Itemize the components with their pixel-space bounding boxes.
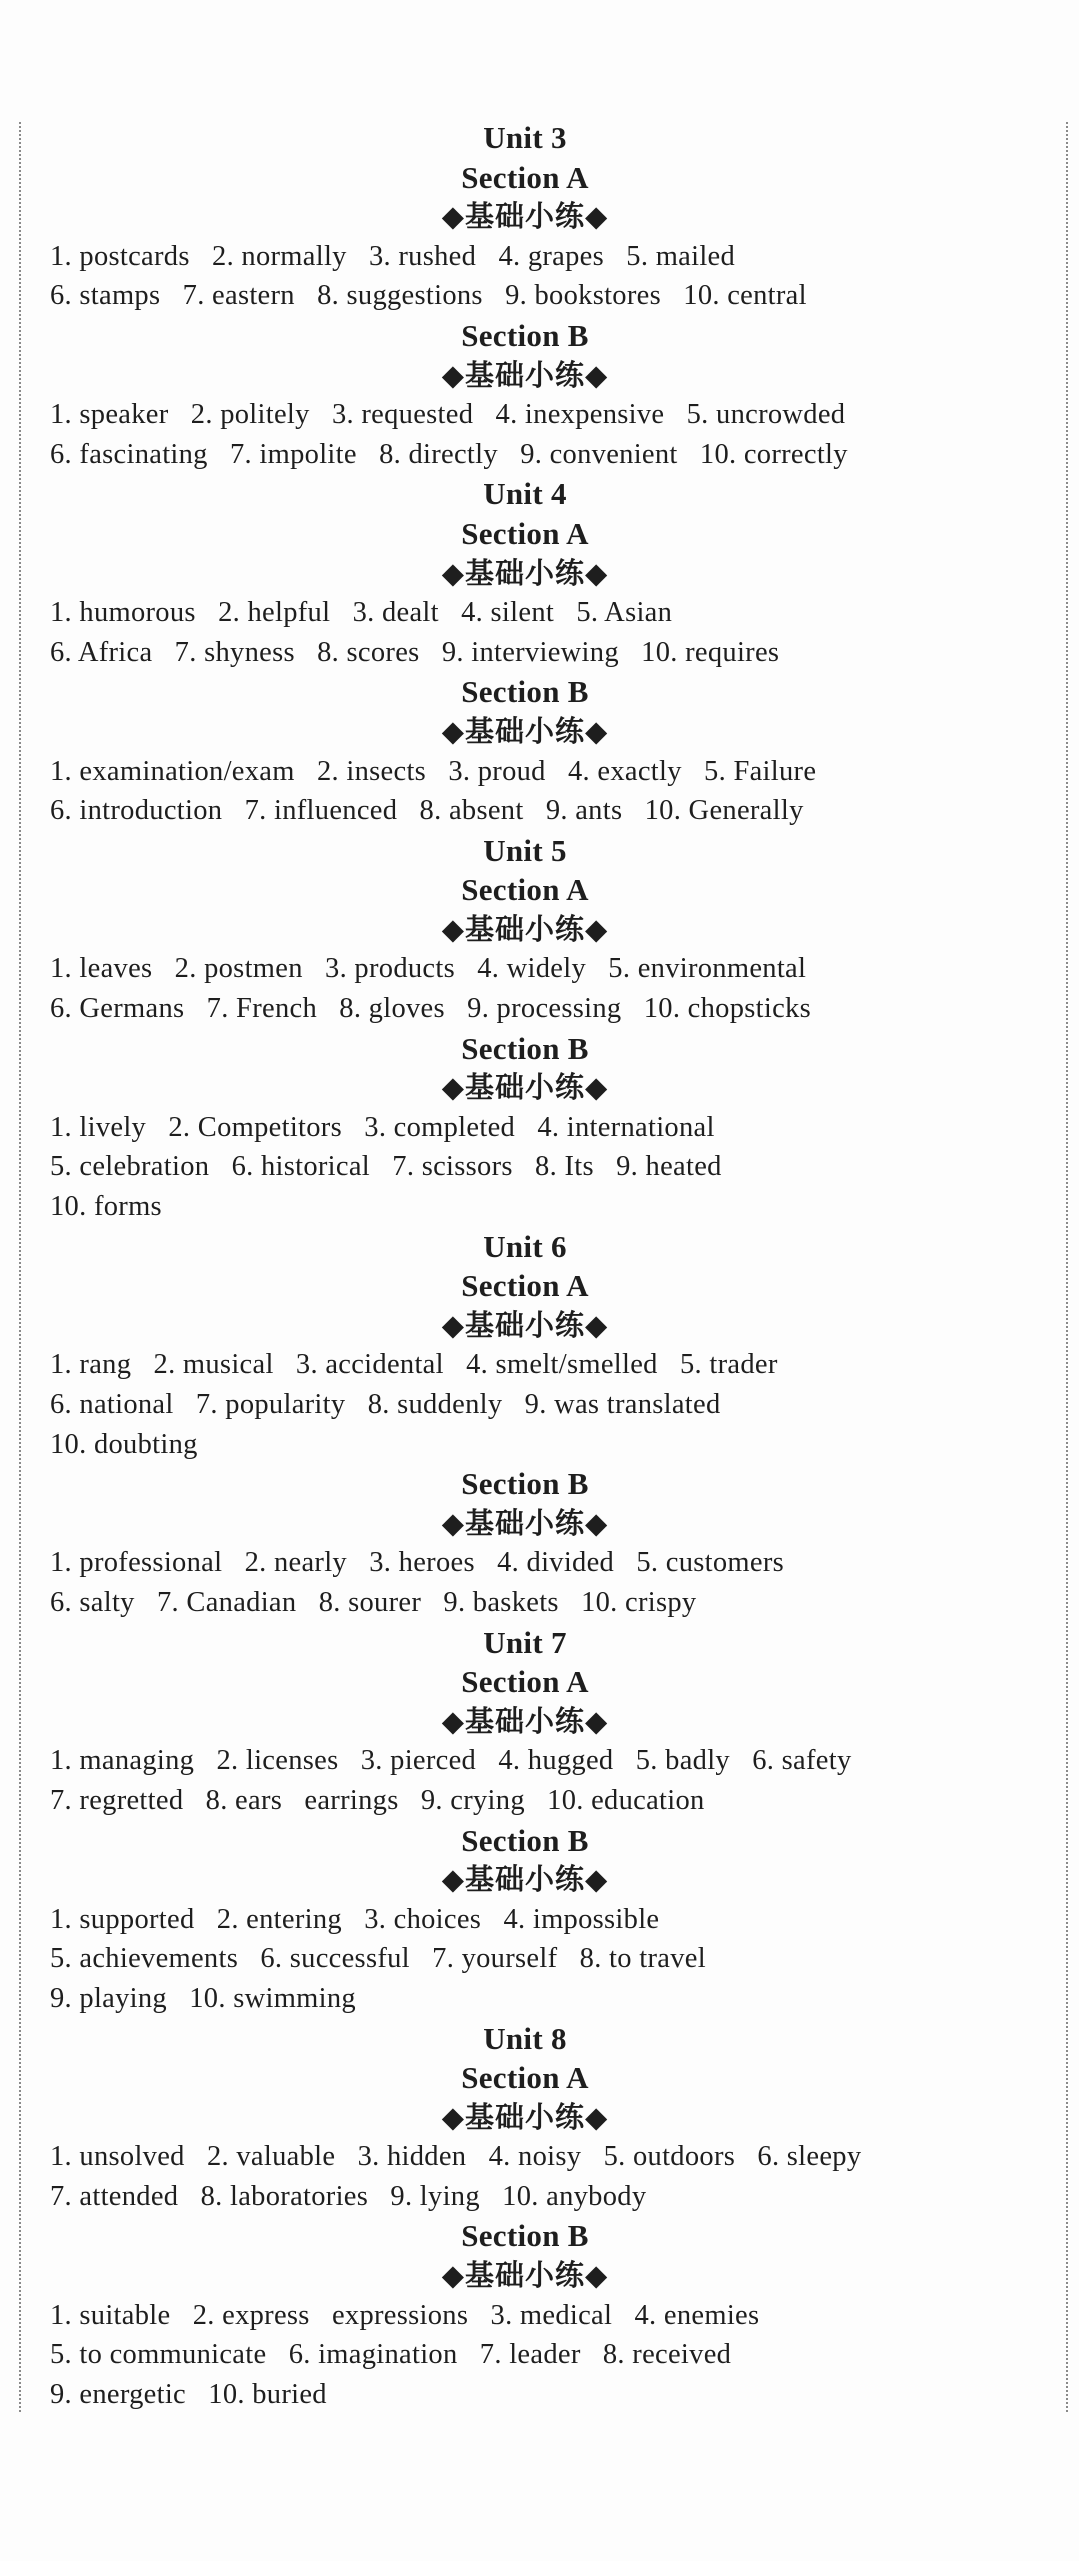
answer-line: 1. suitable 2. express expressions 3. medical 4. enemies: [50, 2299, 760, 2331]
answer-line: 5. to communicate 6. imagination 7. leader 8. received: [50, 2339, 732, 2371]
answer-line: 1. speaker 2. politely 3. requested 4. inexpensive 5. uncrowded: [50, 399, 846, 431]
answer-line: 6. fascinating 7. impolite 8. directly 9. convenient 10. correctly: [50, 438, 848, 470]
section-heading: Section A: [461, 2060, 589, 2096]
practice-heading: ◆基础小练◆: [441, 911, 609, 946]
practice-heading: ◆基础小练◆: [441, 1307, 609, 1342]
answer-line: 10. forms: [50, 1191, 162, 1223]
practice-heading: ◆基础小练◆: [441, 2099, 609, 2134]
answer-line: 1. postcards 2. normally 3. rushed 4. grapes 5. mailed: [50, 240, 736, 272]
unit-heading: Unit 4: [483, 476, 567, 512]
answer-line: 7. regretted 8. ears earrings 9. crying 10. education: [50, 1784, 705, 1816]
answer-line: 6. salty 7. Canadian 8. sourer 9. baskets 10. crispy: [50, 1586, 697, 1618]
answer-line: 1. managing 2. licenses 3. pierced 4. hugged 5. badly 6. safety: [50, 1745, 852, 1777]
section-heading: Section B: [461, 1030, 589, 1066]
left-dotted-margin-rule: [19, 122, 21, 2412]
practice-heading: ◆基础小练◆: [441, 1703, 609, 1738]
answer-line: 6. stamps 7. eastern 8. suggestions 9. bookstores 10. central: [50, 280, 807, 312]
section-heading: Section A: [461, 159, 589, 195]
practice-heading: ◆基础小练◆: [441, 199, 609, 234]
practice-heading: ◆基础小练◆: [441, 357, 609, 392]
section-heading: Section B: [461, 674, 589, 710]
section-heading: Section A: [461, 872, 589, 908]
practice-heading: ◆基础小练◆: [441, 555, 609, 590]
answer-line: 7. attended 8. laboratories 9. lying 10. anybody: [50, 2180, 647, 2212]
answer-line: 1. leaves 2. postmen 3. products 4. widely 5. environmental: [50, 953, 807, 985]
unit-heading: Unit 7: [483, 1624, 567, 1660]
answer-line: 1. humorous 2. helpful 3. dealt 4. silent 5. Asian: [50, 597, 673, 629]
answer-line: 1. professional 2. nearly 3. heroes 4. divided 5. customers: [50, 1547, 785, 1579]
answer-line: 1. supported 2. entering 3. choices 4. impossible: [50, 1903, 660, 1935]
unit-heading: Unit 8: [483, 2020, 567, 2056]
answer-line: 6. Germans 7. French 8. gloves 9. processing 10. chopsticks: [50, 993, 811, 1025]
right-dotted-margin-rule: [1066, 122, 1068, 2412]
practice-heading: ◆基础小练◆: [441, 713, 609, 748]
unit-heading: Unit 3: [483, 120, 567, 155]
practice-heading: ◆基础小练◆: [441, 1862, 609, 1897]
unit-heading: Unit 5: [483, 832, 567, 868]
answer-line: 1. lively 2. Competitors 3. completed 4. international: [50, 1111, 715, 1143]
section-heading: Section B: [461, 1466, 589, 1502]
answer-line: 9. playing 10. swimming: [50, 1982, 356, 2014]
practice-heading: ◆基础小练◆: [441, 1070, 609, 1105]
section-heading: Section A: [461, 1268, 589, 1304]
answer-line: 5. celebration 6. historical 7. scissors 8. Its 9. heated: [50, 1151, 722, 1183]
answer-line: 10. doubting: [50, 1428, 198, 1460]
answer-line: 5. achievements 6. successful 7. yourself 8. to travel: [50, 1943, 706, 1975]
section-heading: Section B: [461, 1822, 589, 1858]
answer-line: 6. national 7. popularity 8. suddenly 9. was translated: [50, 1389, 721, 1420]
section-heading: Section A: [461, 1664, 589, 1700]
section-heading: Section A: [461, 515, 589, 551]
section-heading: Section B: [461, 317, 589, 353]
answer-line: 9. energetic 10. buried: [50, 2378, 327, 2410]
section-heading: Section B: [461, 2218, 589, 2254]
practice-heading: ◆基础小练◆: [441, 2258, 609, 2293]
answer-line: 1. rang 2. musical 3. accidental 4. smelt/smelled 5. trader: [50, 1349, 778, 1381]
answer-line: 1. examination/exam 2. insects 3. proud 4. exactly 5. Failure: [50, 755, 817, 787]
practice-heading: ◆基础小练◆: [441, 1505, 609, 1540]
answer-line: 6. Africa 7. shyness 8. scores 9. interviewing 10. requires: [50, 636, 780, 668]
answer-line: 6. introduction 7. influenced 8. absent 9. ants 10. Generally: [50, 795, 804, 827]
answer-key-content: [50, 118, 1040, 2414]
answer-line: 1. unsolved 2. valuable 3. hidden 4. noisy 5. outdoors 6. sleepy: [50, 2141, 862, 2173]
unit-heading: Unit 6: [483, 1228, 567, 1264]
